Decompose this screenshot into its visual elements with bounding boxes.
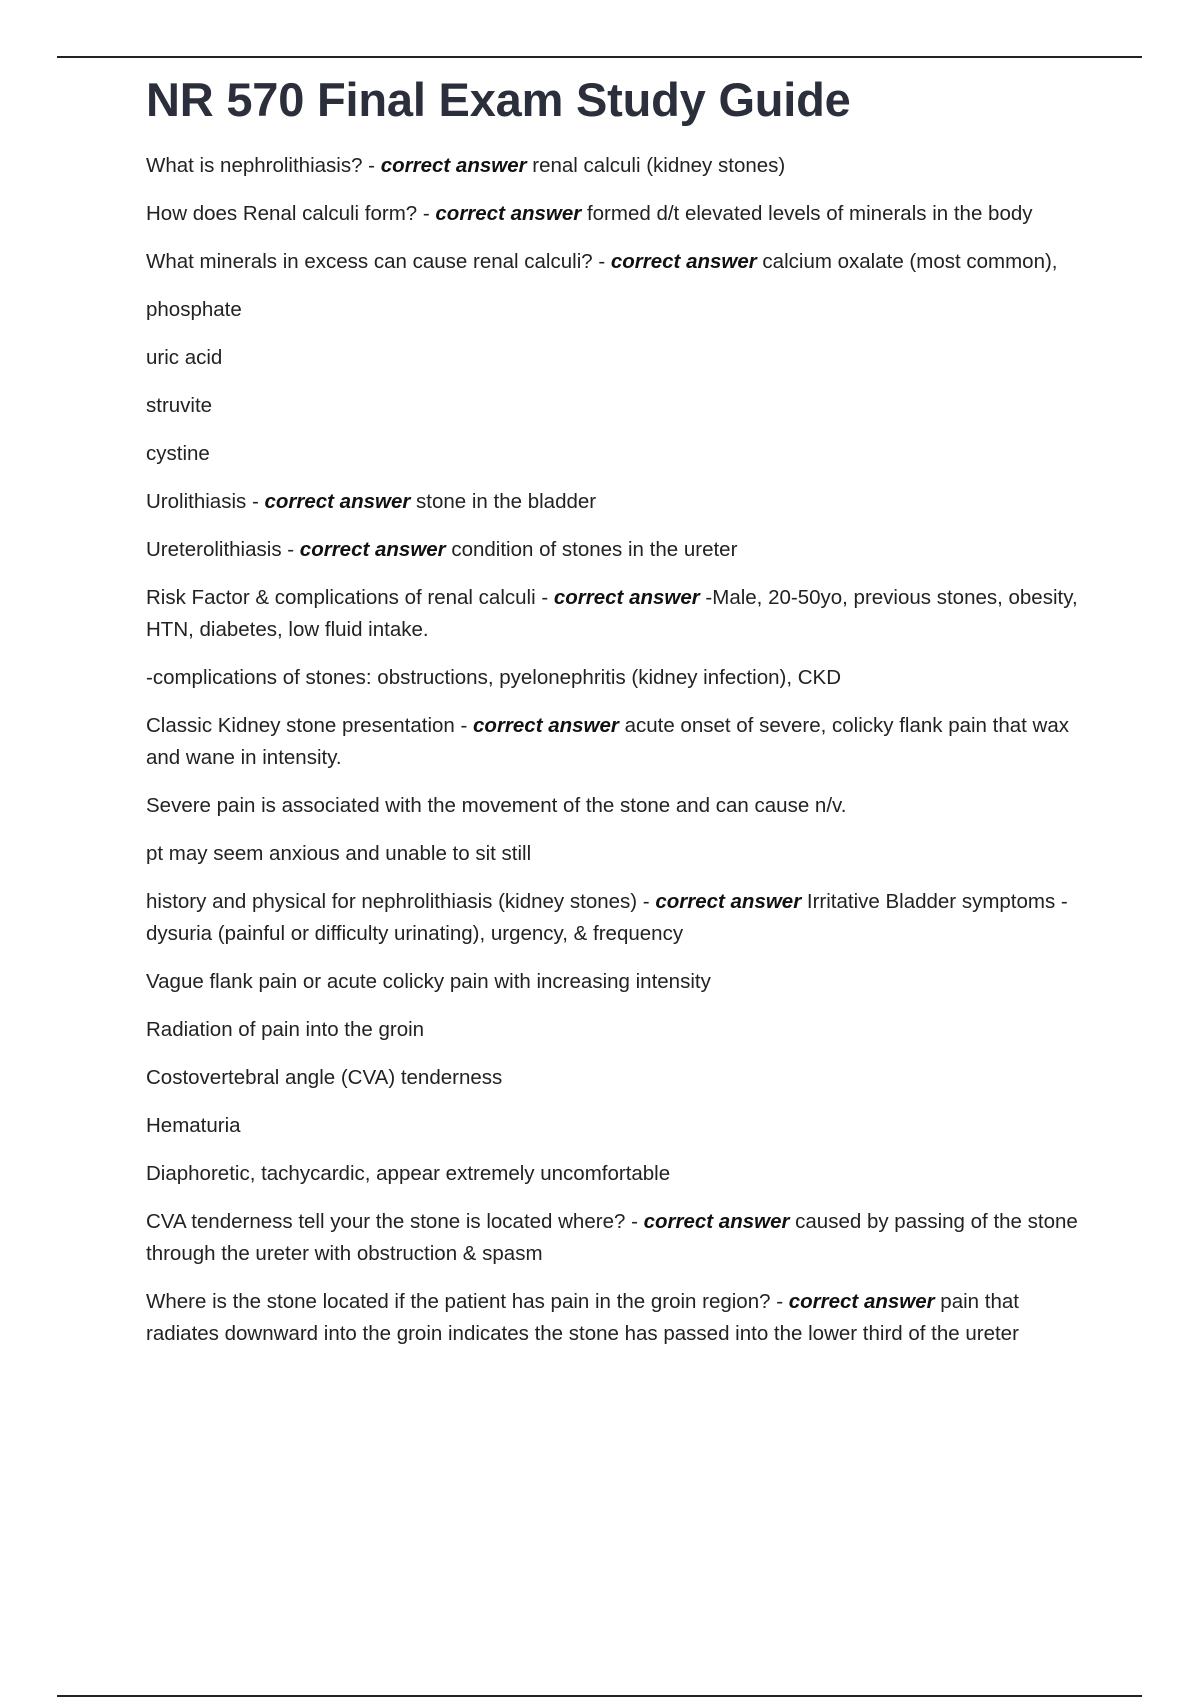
qa-entry (146, 534, 1096, 566)
qa-entry (146, 886, 1096, 950)
qa-entry (146, 710, 1096, 774)
answer-text: calcium oxalate (most common), (756, 250, 1058, 273)
answer-label: correct answer (435, 202, 582, 225)
note-line: Diaphoretic, tachycardic, appear extremely uncomfortable (146, 1162, 671, 1185)
answer-text: acute onset of severe, colicky flank pain that wax and wane in intensity. (146, 714, 1069, 769)
answer-text: renal calculi (kidney stones) (526, 154, 786, 177)
answer-label: correct answer (610, 250, 757, 273)
answer-text: condition of stones in the ureter (445, 538, 738, 561)
question-text: What minerals in excess can cause renal calculi? - (146, 250, 611, 273)
answer-label: correct answer (473, 714, 619, 737)
qa-entry (146, 150, 1096, 182)
note-line: struvite (146, 394, 213, 417)
qa-entry (146, 246, 1096, 278)
answer-text: formed d/t elevated levels of minerals in the body (581, 202, 1033, 225)
answer-label: correct answer (264, 490, 411, 513)
note-line: phosphate (146, 298, 242, 321)
question-text: Classic Kidney stone presentation - (146, 714, 474, 737)
note-line: Hematuria (146, 1114, 241, 1137)
note-line: -complications of stones: obstructions, pyelonephritis (kidney infection), CKD (146, 666, 842, 689)
note-line: Radiation of pain into the groin (146, 1018, 425, 1041)
question-text: Ureterolithiasis - (146, 538, 300, 561)
qa-entry (146, 582, 1096, 646)
question-text: Urolithiasis - (146, 490, 265, 513)
qa-entry (146, 1286, 1096, 1350)
answer-label: correct answer (788, 1290, 935, 1313)
bottom-rule (57, 1695, 1142, 1697)
answer-label: correct answer (553, 586, 700, 609)
top-rule (57, 56, 1142, 58)
answer-text: stone in the bladder (410, 490, 597, 513)
note-line: pt may seem anxious and unable to sit still (146, 842, 532, 865)
answer-label: correct answer (380, 154, 527, 177)
note-line: Costovertebral angle (CVA) tenderness (146, 1066, 503, 1089)
question-text: Where is the stone located if the patient has pain in the groin region? - (146, 1290, 789, 1313)
qa-entry (146, 198, 1096, 230)
answer-text: Irritative Bladder symptoms -dysuria (painful or difficulty urinating), urgency, & frequency (146, 890, 1068, 945)
answer-label: correct answer (299, 538, 446, 561)
answer-label: correct answer (643, 1210, 790, 1233)
question-text: How does Renal calculi form? - (146, 202, 436, 225)
note-line: Vague flank pain or acute colicky pain with increasing intensity (146, 970, 711, 993)
question-text: What is nephrolithiasis? - (146, 154, 381, 177)
qa-entry (146, 1206, 1096, 1270)
question-text: history and physical for nephrolithiasis (kidney stones) - (146, 890, 656, 913)
answer-text: -Male, 20-50yo, previous stones, obesity, HTN, diabetes, low fluid intake. (146, 586, 1078, 641)
answer-text: pain that radiates downward into the groin indicates the stone has passed into the lower third of the ureter (146, 1290, 1019, 1345)
note-line: Severe pain is associated with the movement of the stone and can cause n/v. (146, 794, 847, 817)
entry-list (146, 150, 1096, 1350)
note-line: cystine (146, 442, 210, 465)
document-body (146, 68, 1096, 1366)
page-title: NR 570 Final Exam Study Guide (146, 73, 851, 126)
note-line: uric acid (146, 346, 223, 369)
answer-label: correct answer (655, 890, 802, 913)
question-text: CVA tenderness tell your the stone is located where? - (146, 1210, 644, 1233)
qa-entry (146, 486, 1096, 518)
answer-text: caused by passing of the stone through the ureter with obstruction & spasm (146, 1210, 1078, 1265)
question-text: Risk Factor & complications of renal calculi - (146, 586, 554, 609)
